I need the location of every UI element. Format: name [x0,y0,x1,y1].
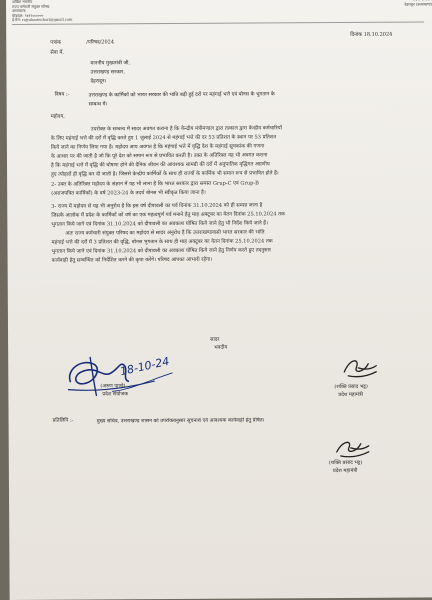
copy-label: प्रतिलिपि :- [52,417,74,424]
patrank-value: /परिषद/2024 [86,39,115,46]
letterhead-left-line: राज्य कर्मचारी संयुक्त परिषद [12,4,50,9]
letter-body [51,123,426,266]
body-line: कार्यवाही हेतु सम्बन्धित को निर्देशित करने की कृपा करेंगे। परिषद आपका आभारी रहेगा। [51,257,213,265]
signatory-right-title: प्रदेश महामंत्री [338,391,363,398]
sewa-label: सेवा में, [50,49,64,56]
copy-line: मुख्य सचिव, उत्तराखण्ड शासन को उपरोक्तानुसार सूचनार्थ एवं आवश्यक कार्यवाही हेतु प्रेषित। [96,417,265,425]
paragraph-2 [51,178,425,198]
body-line: भुगतान किये जाने एवं दिनांक 31.10.2024 को दीपावली का अवकाश घोषित किये जाने हेतु निर्णय करते हुए तदनुसार [51,247,272,255]
signatory-right-name: (शक्ति प्रसाद भट्ट) [334,383,368,391]
addressee-line: माननीय मुख्यमंत्री जी, [90,60,131,67]
letterhead-left-line: उत्तराखण्ड [12,8,26,13]
body-line: है कि महंगाई भत्ते में वृद्धि की घोषणा होने की दैनिक जीवन की आवश्यक सामग्री की दरों में अनुपातिक वृद्धिगत अग्रणीय [50,161,270,170]
copy-signatory-title: प्रदेश महामंत्री [332,467,358,475]
body-line: हुए त्योहारों ही वृद्धि कर दी जाती है। जिससे केन्द्रीय कार्मिकों के साथ ही राज्यों के कार्मिक भी समान रूप से प्रभावित होते हैं। [51,170,279,179]
letterhead-left-line: अखिल भारतीय [11,0,33,4]
letterhead-left-line: ई-मेल: rajyakarmchari@gmail.com [12,17,73,22]
paragraph-3 [51,200,425,230]
letter-date [350,32,392,38]
addressee-block [90,59,130,86]
body-line: महंगाई भत्ते की दरों में 3 प्रतिशत की वृद्धि, बोनस भुगतान के साथ ही माह अक्टूबर का वेतन दिनांक 25.10.2024 तक [51,238,273,246]
letterhead-right [368,0,432,7]
subject-text [89,89,425,109]
body-line: के लिए महंगाई भत्ते की दरों में वृद्धि करते हुए 1 जुलाई 2024 से महंगाई भत्ते की दर 53 प्रतिशत के स्थान पर 53 प्रतिशत [50,134,277,142]
body-line: 3- राज्य में महोदय से यह भी अनुरोध है कि इस वर्ष दीपावली का पर्व दिनांक 31.10.2024 को ही सम्पन्न जाना है [51,202,263,210]
salutation: महोदय, [50,113,65,120]
closing-saadar: सादर [210,336,220,343]
closing-bhavdiy: भवदीय [214,344,228,351]
handwritten-date: 18-10-24 [118,354,171,379]
letterhead-left-line: मोबाइल: ९४१२०००००० [12,13,44,18]
signature-right [340,354,380,380]
body-line: अतः राज्य कर्मचारी संयुक्त परिषद का महोदय से सादर अनुरोध है कि उत्तराखण्डवासी भारत सरकार की भांति [65,229,265,237]
date-value: 18.10.2024 [363,31,393,38]
addressee-line: देहरादून। [90,78,107,85]
body-line: (अराजपत्रित कार्मिकों) के वर्ष 2023-24 के तदर्थ बोनस भी स्वीकृत किया जाना है। [51,189,206,197]
paragraph-1 [51,123,425,180]
letterhead-right-line: देहरादून (उत्तराखण्ड) [404,1,432,7]
body-line: उपरोक्त के सम्बन्ध में सादर अवगत कराना है कि केन्द्रीय मंत्रीमण्डल द्वारा तत्काल द्वारा केन्द्रीय कर्मचारियों [90,125,282,133]
subject-line: उत्तराखण्ड के कार्मिकों को भारत सरकार की भांति बढ़ी हुई दरों पर महंगाई भत्ते एवं बोनस के भुगतान के [88,91,275,99]
body-line: किये जाने का निर्णय लिया गया है। महोदय आप अवगत है कि महंगाई भत्ते में वृद्धि देश के महंगाई सूचकांक की गणना [50,143,265,151]
body-line: भुगतान किये जाने एवं दिनांक 31.10.2024 को दीपावली का अवकाश घोषित किये जाने हेतु भी निर्देश किये जाने हैं। [51,220,268,228]
subject-line: सम्बन्ध में। [88,101,108,108]
signatory-left-name: (अरुण पाण्डे) [100,383,126,390]
copy-signatory-name: (शक्ति प्रसाद भट्ट) [328,459,363,467]
letterhead-left [12,0,82,22]
patrank-label: पत्रांक [50,39,62,46]
subject-label: विषय :- [54,91,70,98]
paragraph-4 [51,227,425,266]
patrank [50,39,114,45]
signatory-left-title: प्रदेश संयोजक [102,391,129,398]
date-label: दिनांक [350,31,363,38]
addressee-line: उत्तराखण्ड सरकार, [90,69,125,76]
body-line: के आधार पर की जाती है जो कि पूरे देश को समान रूप से प्रभावित करती है। उक्त के अतिरिक्त यह भी अवगत कराना [50,152,268,161]
body-line: जिसके आलोक में प्रदेश के कार्मिकों को वर्ष का एक महत्वपूर्ण पर्व मनाने हेतु माह अक्टूबर का वेतन दिनांक 25.10.2024 तक [51,211,285,219]
signature-copy [333,436,373,460]
letter-page [6,0,432,600]
body-line: 2- उक्त के अतिरिक्त महोदय के संज्ञान में यह भी लाना है कि भारत सरकार द्वारा समस्त Grup-C एवं Grup-B [51,180,259,188]
